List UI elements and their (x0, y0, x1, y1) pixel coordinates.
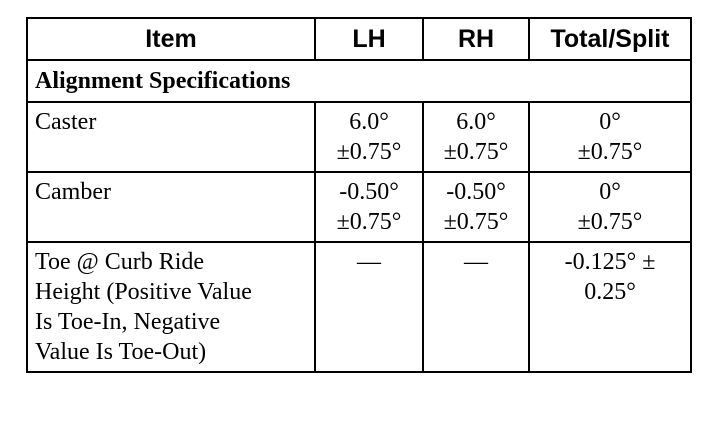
table-row (27, 242, 691, 372)
header-lh: LH (315, 18, 423, 60)
table-row (27, 172, 691, 242)
toe-lh-value: — (357, 249, 381, 275)
item-toe (27, 242, 315, 372)
caster-rh (423, 102, 529, 172)
camber-total-tolerance: ±0.75° (577, 209, 643, 235)
toe-rh (423, 242, 529, 372)
toe-label-line: Is Toe-In, Negative (35, 309, 221, 335)
toe-label-line: Toe @ Curb Ride (35, 249, 205, 275)
caster-lh-value: 6.0° (349, 109, 389, 135)
section-row (27, 60, 691, 102)
camber-total-value: 0° (599, 179, 621, 205)
caster-rh-value: 6.0° (456, 109, 496, 135)
camber-lh-tolerance: ±0.75° (336, 209, 402, 235)
caster-lh (315, 102, 423, 172)
alignment-spec-table (26, 17, 692, 373)
toe-total-value: -0.125° ± (564, 249, 656, 275)
camber-rh-tolerance: ±0.75° (443, 209, 509, 235)
camber-total (529, 172, 691, 242)
table-row (27, 102, 691, 172)
toe-total-tolerance: 0.25° (584, 279, 636, 305)
header-item: Item (27, 18, 315, 60)
toe-rh-value: — (464, 249, 488, 275)
caster-lh-tolerance: ±0.75° (336, 139, 402, 165)
caster-total-tolerance: ±0.75° (577, 139, 643, 165)
item-camber: Camber (27, 172, 315, 242)
caster-total (529, 102, 691, 172)
camber-lh-value: -0.50° (339, 179, 399, 205)
camber-rh (423, 172, 529, 242)
header-rh: RH (423, 18, 529, 60)
toe-total (529, 242, 691, 372)
caster-rh-tolerance: ±0.75° (443, 139, 509, 165)
toe-lh (315, 242, 423, 372)
toe-label-line: Height (Positive Value (35, 279, 252, 305)
header-total-split: Total/Split (529, 18, 691, 60)
camber-lh (315, 172, 423, 242)
section-title: Alignment Specifications (27, 60, 691, 102)
camber-rh-value: -0.50° (446, 179, 506, 205)
toe-label-line: Value Is Toe-Out) (35, 339, 207, 365)
caster-total-value: 0° (599, 109, 621, 135)
item-caster: Caster (27, 102, 315, 172)
header-row (27, 18, 691, 60)
